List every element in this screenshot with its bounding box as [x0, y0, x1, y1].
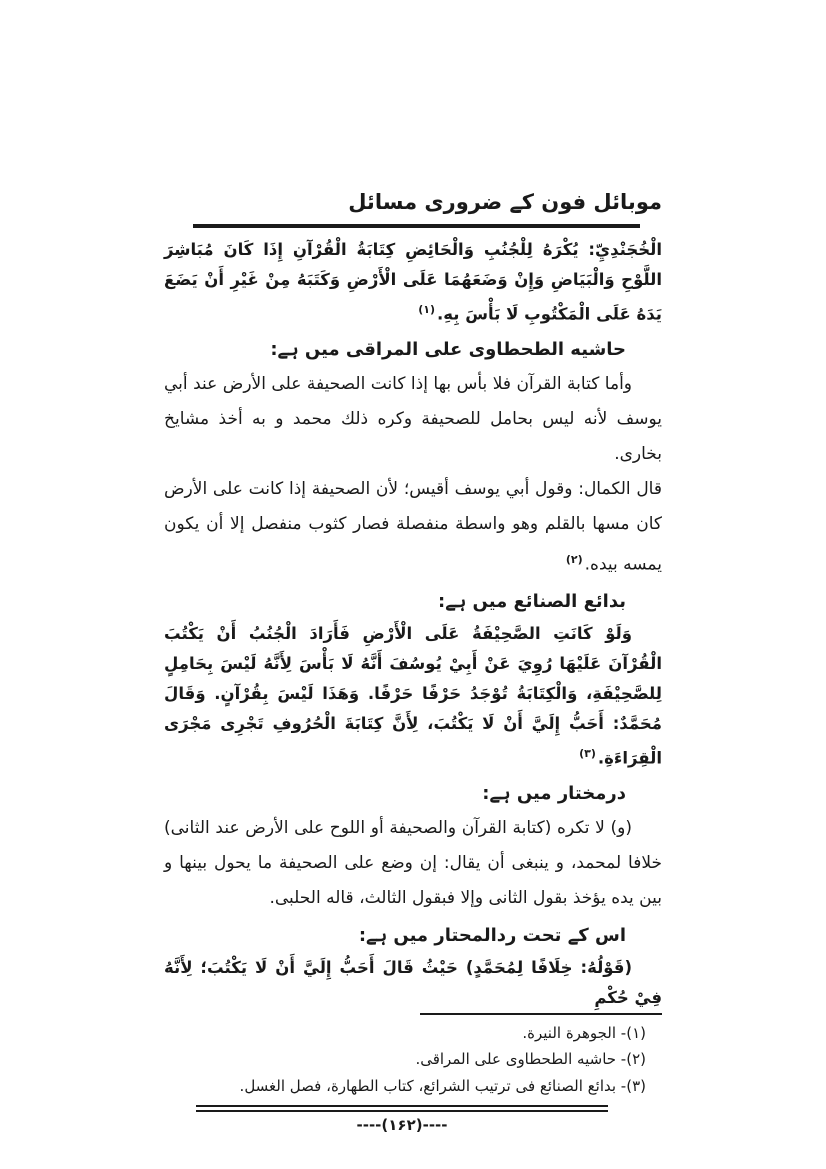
- arabic-passage-radd-muhtar: [164, 953, 662, 1013]
- footnote-item-1: (۱)- الجوهرة النيرة.: [522, 1023, 646, 1042]
- section-heading-radd-muhtar: اس کے تحت ردالمحتار میں ہے:: [358, 924, 626, 946]
- footnote-ref-3: (۳): [579, 747, 596, 761]
- section-heading-durr-mukhtar: درمختار میں ہے:: [482, 782, 626, 804]
- footnote-item-2: (۲)- حاشيه الطحطاوى على المراقى.: [415, 1050, 646, 1069]
- footnote-ref-2: (۲): [565, 552, 583, 566]
- footer-divider: [196, 1105, 608, 1112]
- header-divider: [193, 224, 640, 228]
- page-content: [164, 183, 662, 1135]
- passage-durr-mukhtar: [164, 811, 662, 916]
- body-text: [164, 235, 662, 1013]
- footnote-separator: [420, 1013, 662, 1015]
- passage-text: قال الكمال: وقول أبي يوسف أقيس؛ لأن الصحيفة إذا كانت على الأرض كان مسها بالقلم وهو واسطة منفصلة فصار كثوب منفصل إلا أن يكون يمسه بيده.: [164, 478, 662, 575]
- passage-text: (و) لا تكره (كتابة القرآن والصحيفة أو اللوح على الأرض عند الثانى) خلافا لمحمد، و ينبغى أن يقال: إن وضع على الصحيفة ما يحول بينها و بين يده يؤخذ بقول الثانى وإلا فبقول الثالث، قاله الحلبى.: [164, 817, 662, 908]
- footnote-ref-1: (۱): [418, 303, 436, 316]
- page-footer: [164, 1105, 662, 1134]
- page-number: ----(۱۶۲)----: [356, 1116, 448, 1135]
- passage-text: وَلَوْ كَانَتِ الصَّحِيْفَةُ عَلَى الْأَرْضِ فَأَرَادَ الْجُنُبُ أَنْ يَكْتُبَ الْقُرْآنَ عَلَيْهَا رُوِيَ عَنْ أَبِيْ يُوسُفَ أَنَّهُ لَا بَأْسَ لِأَنَّهُ لَيْسَ بِحَامِلٍ لِلصَّحِيْفَةِ، وَالْكِتَابَةُ تُوْجَدُ حَرْفًا حَرْفًا. وَهَذَا لَيْسَ بِقُرْآنٍ. وَقَالَ مُحَمَّدٌ: أَحَبُّ إِلَيَّ أَنْ لَا يَكْتُبَ، لِأَنَّ كِتَابَةَ الْحُرُوفِ تَجْرِى مَجْرَى الْقِرَاءَةِ.: [164, 624, 662, 768]
- page-title: موبائل فون کے ضروری مسائل: [348, 190, 662, 214]
- section-heading-tahtawi: حاشیه الطحطاوی علی المراقی میں ہے:: [270, 338, 626, 360]
- footnote-block: [164, 1013, 662, 1100]
- arabic-passage-khujandi: [164, 235, 662, 330]
- passage-tahtawi: [164, 367, 662, 472]
- section-heading-badai: بدائع الصنائع میں ہے:: [438, 591, 626, 613]
- passage-text: الْخُجَنْدِيِّ: يُكْرَهُ لِلْجُنُبِ وَالْحَائِضِ كِتَابَةُ الْقُرْآنِ إِذَا كَانَ مُبَاشِرَ اللَّوْحِ وَالْبَيَاضِ وَإِنْ وَضَعَهُمَا عَلَى الْأَرْضِ وَكَتَبَهُ مِنْ غَيْرِ أَنْ يَضَعَ يَدَهُ عَلَى الْمَكْتُوبِ لَا بَأْسَ بِهِ.: [164, 240, 662, 324]
- passage-text: وأما كتابة القرآن فلا بأس بها إذا كانت الصحيفة على الأرض عند أبي يوسف لأنه ليس بحامل للصحيفة وكره ذلك محمد و به أخذ مشايخ بخارى.: [164, 373, 662, 464]
- passage-text: (قَوْلُهُ: خِلَافًا لِمُحَمَّدٍ) حَيْثُ قَالَ أَحَبُّ إِلَيَّ أَنْ لَا يَكْتُبَ؛ لِأَنَّهُ فِيْ حُكْمِ: [164, 957, 662, 1007]
- footnote-item-3: (۳)- بدائع الصنائع فى ترتيب الشرائع، كتاب الطهارة، فصل الغسل.: [239, 1076, 646, 1095]
- arabic-passage-badai: [164, 619, 662, 774]
- passage-kamal: [164, 472, 662, 583]
